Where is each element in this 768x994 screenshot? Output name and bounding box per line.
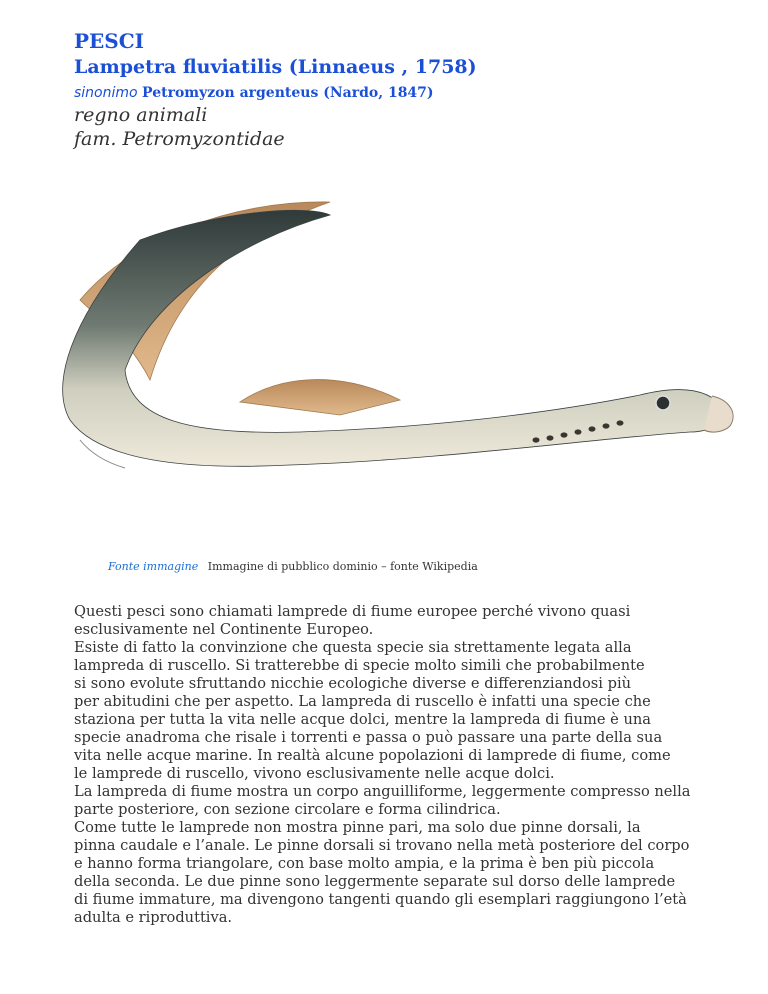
text-line: staziona per tutta la vita nelle acque dolci, mentre la lampreda di fiume è una (74, 711, 651, 728)
dorsal-fin (240, 380, 400, 415)
kingdom-label: regno animali (74, 104, 208, 126)
lamprey-eye (656, 396, 670, 410)
caption-text: Immagine di pubblico dominio – fonte Wikipedia (207, 560, 478, 573)
text-line: adulta e riproduttiva. (74, 909, 233, 926)
text-line: pinna caudale e l’anale. Le pinne dorsali si trovano nella metà posteriore del corpo (74, 837, 690, 854)
text-line: parte posteriore, con sezione circolare e forma cilindrica. (74, 801, 501, 818)
text-line: specie anadroma che risale i torrenti e passa o può passare una parte della sua (74, 729, 663, 746)
text-line: Come tutte le lamprede non mostra pinne pari, ma solo due pinne dorsali, la (74, 819, 641, 836)
text-line: lampreda di ruscello. Si tratterebbe di specie molto simili che probabilmente (74, 657, 645, 674)
synonym-label: sinonimo (74, 85, 138, 101)
species-header (74, 28, 734, 151)
description-text (74, 603, 714, 927)
scientific-name: Lampetra fluviatilis (Linnaeus , 1758) (74, 56, 477, 78)
synonym-name: Petromyzon argenteus (Nardo, 1847) (142, 85, 434, 101)
text-line: di fiume immature, ma divengono tangenti quando gli esemplari raggiungono l’età (74, 891, 687, 908)
text-line: Esiste di fatto la convinzione che questa specie sia strettamente legata alla (74, 639, 632, 656)
image-caption (108, 560, 478, 573)
text-line: Questi pesci sono chiamati lamprede di fiume europee perché vivono quasi (74, 603, 631, 620)
text-line: vita nelle acque marine. In realtà alcune popolazioni di lamprede di fiume, come (74, 747, 671, 764)
text-line: e hanno forma triangolare, con base molto ampia, e la prima è ben più piccola (74, 855, 655, 872)
text-line: esclusivamente nel Continente Europeo. (74, 621, 374, 638)
text-line: per abitudini che per aspetto. La lampreda di ruscello è infatti una specie che (74, 693, 651, 710)
text-line: le lamprede di ruscello, vivono esclusivamente nelle acque dolci. (74, 765, 555, 782)
category-title: PESCI (74, 29, 144, 53)
lamprey-illustration (40, 170, 740, 565)
caption-label: Fonte immagine (108, 560, 199, 573)
text-line: si sono evolute sfruttando nicchie ecologiche diverse e differenziandosi più (74, 675, 632, 692)
family-label: fam. Petromyzontidae (74, 128, 285, 150)
text-line: La lampreda di fiume mostra un corpo anguilliforme, leggermente compresso nella (74, 783, 691, 800)
synonym-line (74, 83, 734, 103)
text-line: della seconda. Le due pinne sono leggermente separate sul dorso delle lamprede (74, 873, 676, 890)
